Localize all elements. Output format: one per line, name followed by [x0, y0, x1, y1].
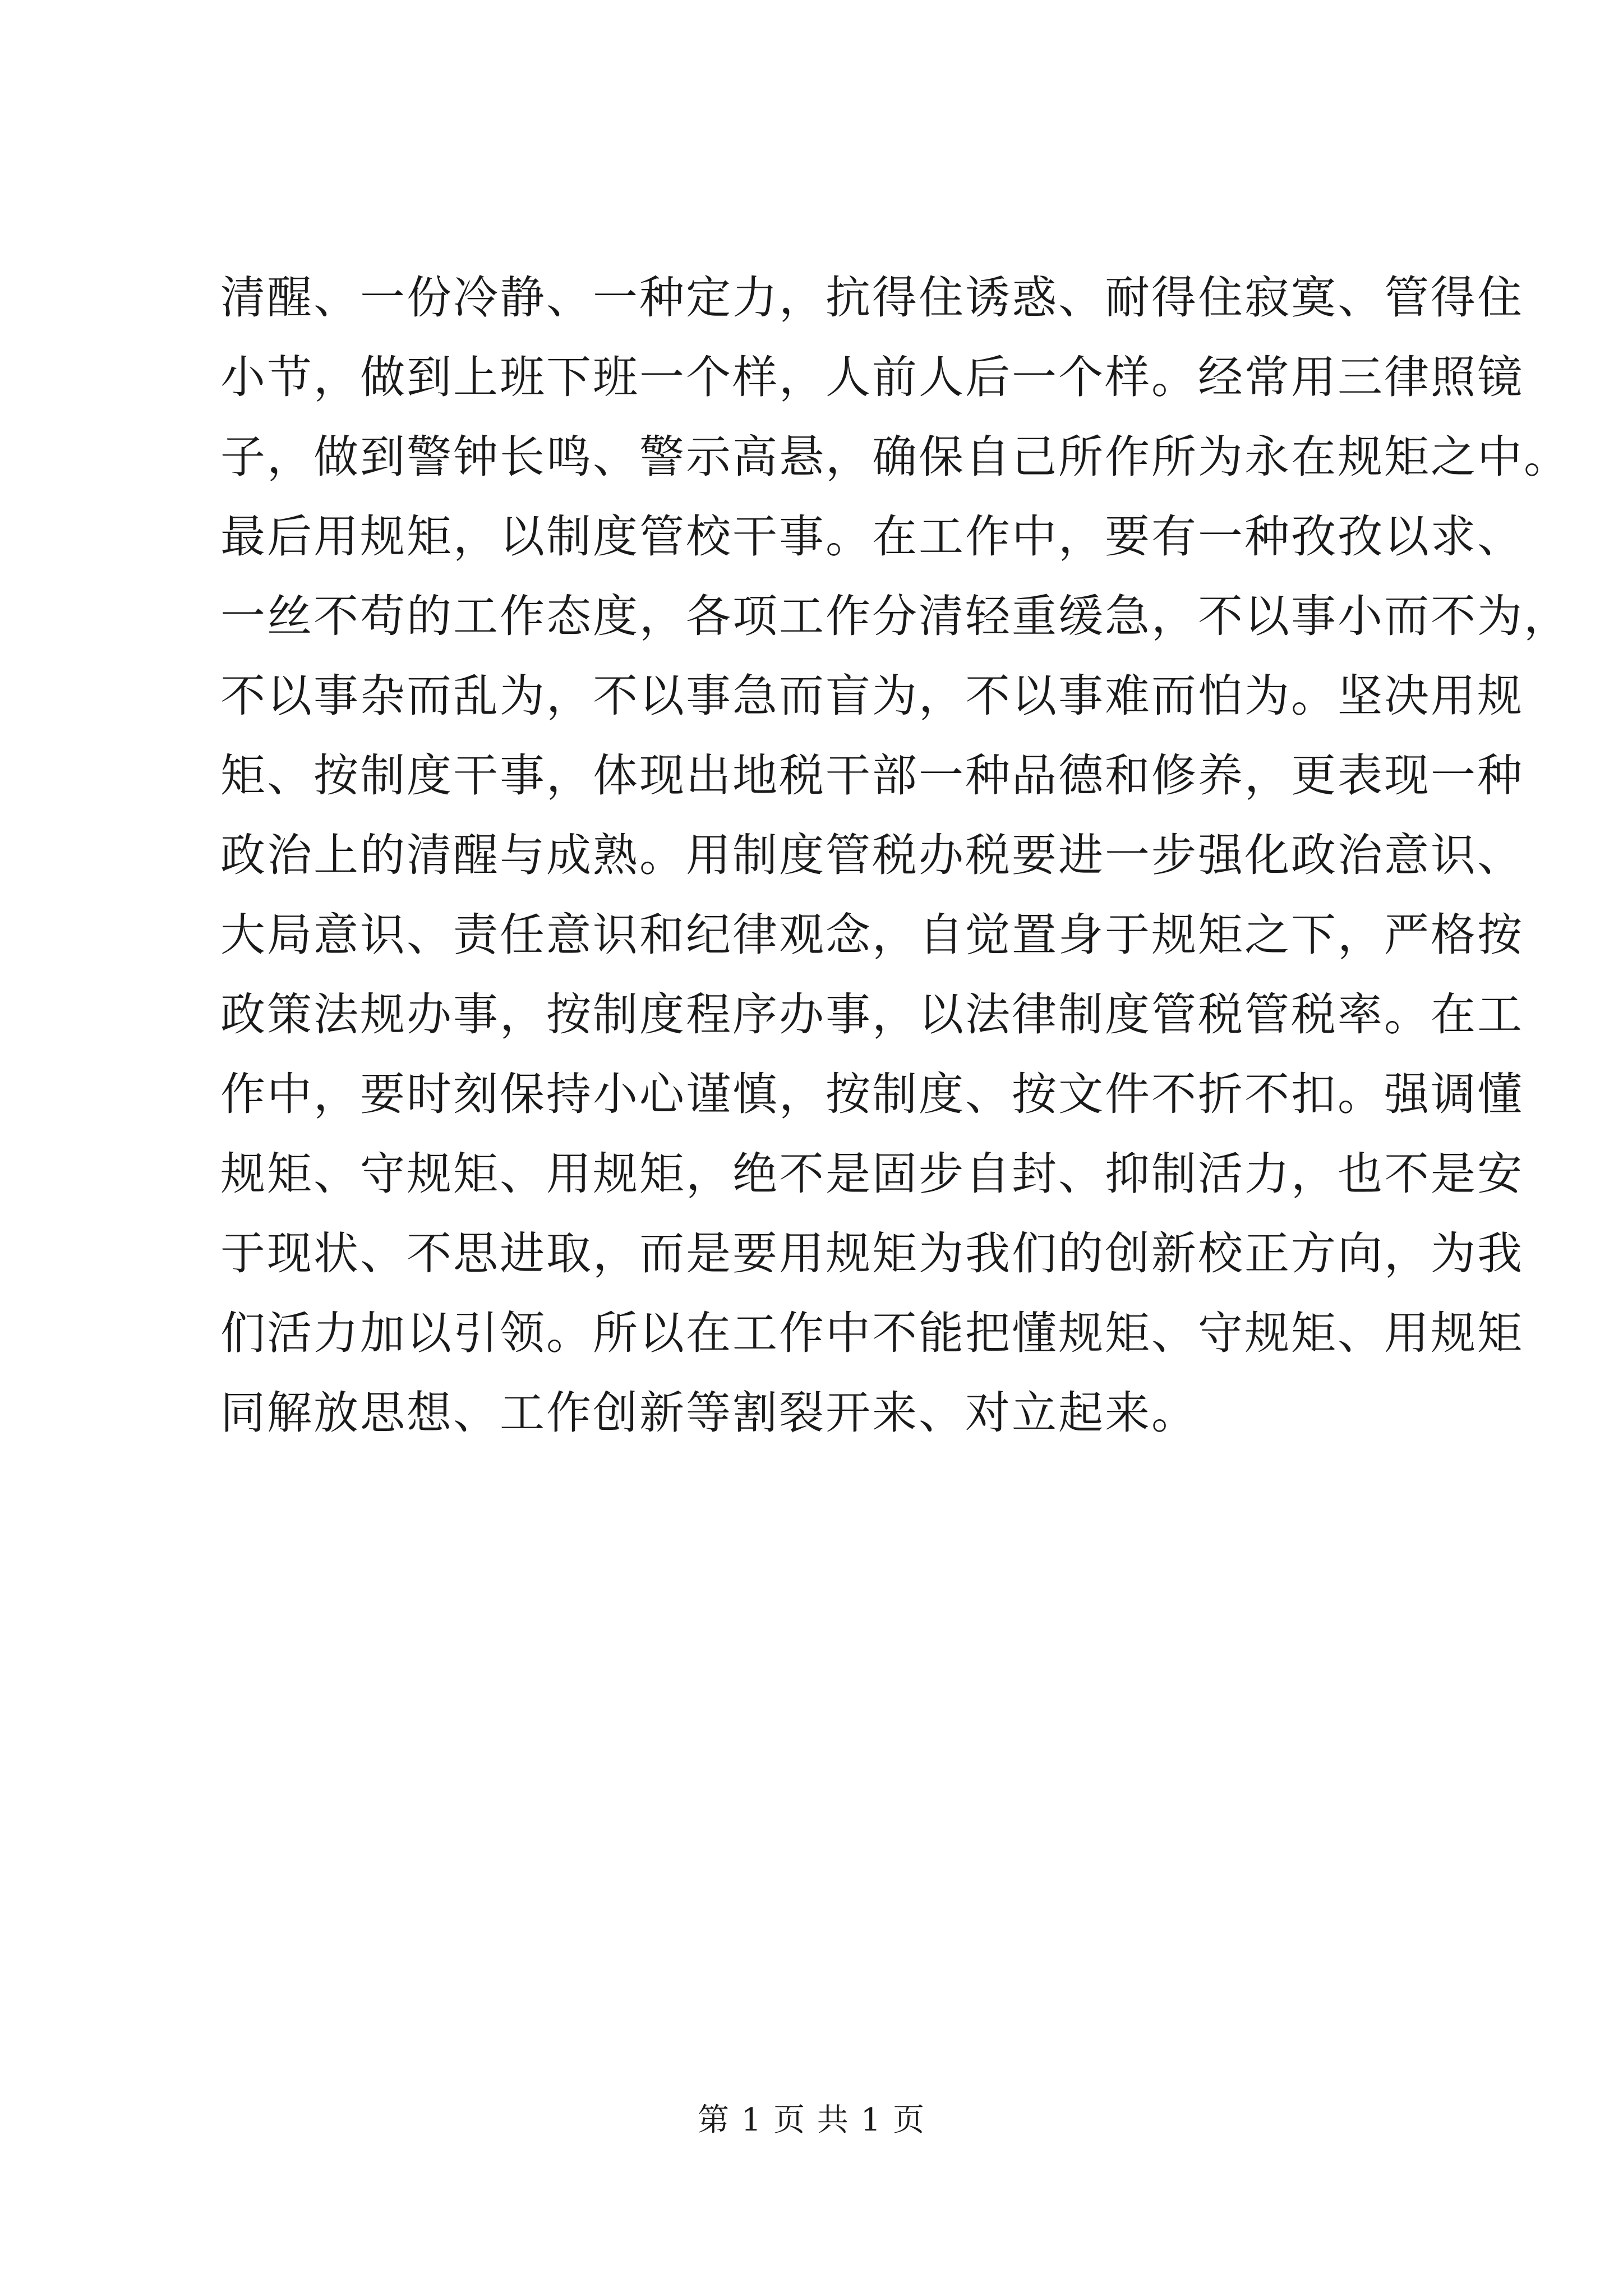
text-line: 作中，要时刻保持小心谨慎，按制度、按文件不折不扣。强调懂: [220, 1068, 1524, 1120]
text-line: 大局意识、责任意识和纪律观念，自觉置身于规矩之下，严格按: [220, 909, 1524, 961]
text-line: 最后用规矩，以制度管校干事。在工作中，要有一种孜孜以求、: [220, 510, 1524, 563]
text-line: 于现状、不思进取，而是要用规矩为我们的创新校正方向，为我: [220, 1227, 1524, 1280]
text-line: 政治上的清醒与成熟。用制度管税办税要进一步强化政治意识、: [220, 829, 1524, 881]
page-number-label: 第 1 页 共 1 页: [697, 2102, 926, 2138]
text-line: 不以事杂而乱为，不以事急而盲为，不以事难而怕为。坚决用规: [220, 670, 1524, 722]
text-line: 一丝不苟的工作态度，各项工作分清轻重缓急，不以事小而不为，: [220, 590, 1570, 642]
text-line: 小节，做到上班下班一个样，人前人后一个样。经常用三律照镜: [220, 351, 1524, 403]
text-line-last: 同解放思想、工作创新等割裂开来、对立起来。: [220, 1387, 1198, 1439]
text-line: 们活力加以引领。所以在工作中不能把懂规矩、守规矩、用规矩: [220, 1307, 1524, 1359]
text-line: 子，做到警钟长鸣、警示高悬，确保自己所作所为永在规矩之中。: [220, 431, 1570, 483]
text-line: 政策法规办事，按制度程序办事，以法律制度管税管税率。在工: [220, 988, 1524, 1041]
page-footer: [0, 2098, 1623, 2143]
text-line: 矩、按制度干事，体现出地税干部一种品德和修养，更表现一种: [220, 749, 1524, 802]
text-line: 清醒、一份冷静、一种定力，抗得住诱惑、耐得住寂寞、管得住: [220, 272, 1524, 324]
body-paragraph: [220, 258, 1570, 1453]
text-line: 规矩、守规矩、用规矩，绝不是固步自封、抑制活力，也不是安: [220, 1148, 1524, 1200]
